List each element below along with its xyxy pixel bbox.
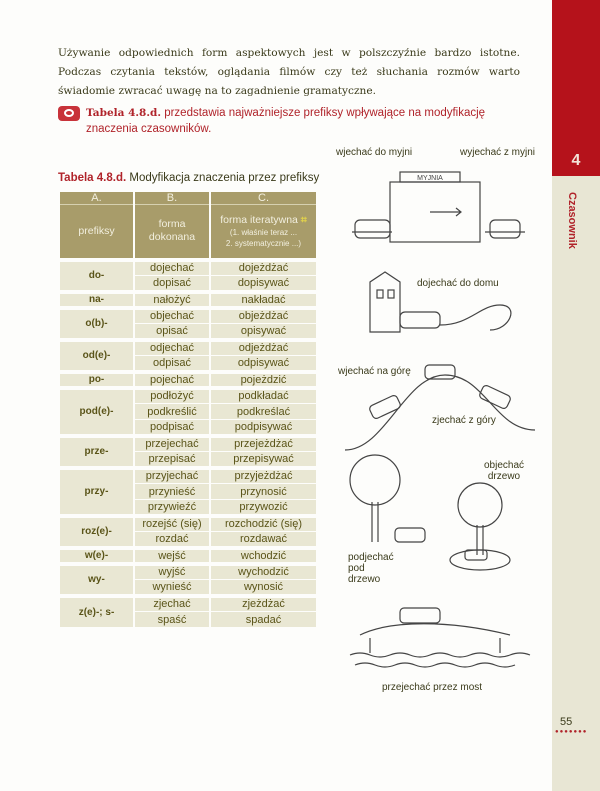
page-number: 55	[560, 716, 573, 728]
iterative-cell: zjeżdżać	[210, 596, 317, 612]
iterative-cell: nakładać	[210, 292, 317, 308]
iterative-cell: objeżdżać	[210, 308, 317, 324]
perfective-cell: przynieść	[134, 484, 210, 500]
prefix-cell: o(b)-	[59, 308, 134, 340]
perfective-cell: zjechać	[134, 596, 210, 612]
perfective-cell: wynieść	[134, 580, 210, 596]
iterative-cell: odpisywać	[210, 356, 317, 372]
note-text: przedstawia najważniejsze prefiksy wpływające na modyfikację znaczenia czasowników.	[86, 107, 486, 135]
caption-under-tree: podjechać pod drzewo	[348, 552, 394, 585]
iterative-cell: rozdawać	[210, 532, 317, 548]
table-row	[59, 436, 317, 452]
prefix-cell: prze-	[59, 436, 134, 468]
perfective-cell: przyjechać	[134, 468, 210, 484]
header-b-line2: dokonana	[148, 231, 196, 244]
chapter-sidebar	[552, 0, 600, 791]
iterative-cell: przepisywać	[210, 452, 317, 468]
perfective-cell: przepisać	[134, 452, 210, 468]
iterative-cell: podkładać	[210, 388, 317, 404]
caption-downhill: zjechać z góry	[432, 415, 496, 426]
hill-illustration	[345, 365, 535, 450]
prefix-cell: wy-	[59, 564, 134, 596]
header-iterative	[210, 205, 317, 260]
table-row	[59, 388, 317, 404]
header-b-line1: forma	[158, 218, 186, 231]
perfective-cell: odjechać	[134, 340, 210, 356]
iterative-cell: rozchodzić (się)	[210, 516, 317, 532]
chapter-title: Czasownik	[566, 192, 578, 249]
trees-illustration	[350, 455, 510, 570]
iterative-cell: wchodzić	[210, 548, 317, 564]
perfective-cell: rozdać	[134, 532, 210, 548]
iterative-cell: przejeżdżać	[210, 436, 317, 452]
intro-paragraph: Używanie odpowiednich form aspektowych jest w polszczyźnie bardzo istotne. Podczas czytania tekstów, oglądania filmów czy też słuchania rozmów warto świadomie zwracać uwagę na to zagadnienie gramatyczne.	[58, 47, 520, 97]
hash-icon: ⌗	[300, 213, 307, 226]
caption-around-tree: objechać drzewo	[484, 460, 525, 482]
perfective-cell: spaść	[134, 612, 210, 628]
iterative-cell: odjeżdżać	[210, 340, 317, 356]
decorative-dots: ●●●●●●●	[555, 729, 588, 735]
eye-icon	[58, 106, 80, 121]
iterative-cell: opisywać	[210, 324, 317, 340]
prefix-cell: od(e)-	[59, 340, 134, 372]
caption-wash-out: wyjechać z myjni	[460, 147, 536, 158]
prefix-cell: do-	[59, 260, 134, 292]
caption-home: dojechać do domu	[417, 278, 499, 289]
table-row	[59, 308, 317, 324]
col-letter-c: C.	[210, 192, 317, 205]
perfective-cell: przejechać	[134, 436, 210, 452]
header-c-title: forma iteratywna	[220, 213, 298, 226]
perfective-cell: nałożyć	[134, 292, 210, 308]
table-row	[59, 372, 317, 388]
iterative-cell: spadać	[210, 612, 317, 628]
header-perfective	[134, 205, 210, 260]
prefix-cell: z(e)-; s-	[59, 596, 134, 628]
note-ref: Tabela 4.8.d.	[86, 107, 162, 119]
iterative-cell: wynosić	[210, 580, 317, 596]
header-c-note1: (1. właśnie teraz ...	[229, 227, 298, 237]
note-callout	[58, 105, 528, 137]
iterative-cell: wychodzić	[210, 564, 317, 580]
table-row	[59, 260, 317, 276]
prefix-cell: roz(e)-	[59, 516, 134, 548]
iterative-cell: dojeżdżać	[210, 260, 317, 276]
table-row	[59, 596, 317, 612]
iterative-cell: podpisywać	[210, 420, 317, 436]
caption-uphill: wjechać na górę	[338, 366, 411, 377]
wash-sign: MYJNIA	[417, 175, 443, 182]
perfective-cell: pojechać	[134, 372, 210, 388]
perfective-cell: odpisać	[134, 356, 210, 372]
chapter-tab	[552, 0, 600, 176]
chapter-number: 4	[571, 152, 581, 169]
table-row	[59, 292, 317, 308]
table-row	[59, 548, 317, 564]
table-title	[58, 172, 319, 184]
caption-wash-in: wjechać do myjni	[336, 147, 413, 158]
perfective-cell: przywieźć	[134, 500, 210, 516]
col-letter-b: B.	[134, 192, 210, 205]
prefix-cell: w(e)-	[59, 548, 134, 564]
iterative-cell: przywozić	[210, 500, 317, 516]
bridge-illustration	[350, 608, 530, 667]
prefix-cell: po-	[59, 372, 134, 388]
table-title-text: Modyfikacja znaczenia przez prefiksy	[126, 172, 320, 184]
prefix-cell: na-	[59, 292, 134, 308]
illustrations	[330, 160, 545, 680]
car-wash-illustration	[352, 172, 525, 242]
perfective-cell: rozejść (się)	[134, 516, 210, 532]
col-letter-a: A.	[59, 192, 134, 205]
perfective-cell: objechać	[134, 308, 210, 324]
header-c-note2: 2. systematycznie ...)	[225, 238, 302, 248]
header-prefix: prefiksy	[59, 205, 134, 260]
caption-bridge: przejechać przez most	[382, 682, 483, 693]
iterative-cell: pojeżdzić	[210, 372, 317, 388]
table-row	[59, 468, 317, 484]
perfective-cell: opisać	[134, 324, 210, 340]
iterative-cell: podkreślać	[210, 404, 317, 420]
table-row	[59, 516, 317, 532]
prefix-cell: przy-	[59, 468, 134, 516]
perfective-cell: podłożyć	[134, 388, 210, 404]
perfective-cell: dopisać	[134, 276, 210, 292]
table-title-ref: Tabela 4.8.d.	[58, 172, 127, 184]
iterative-cell: przyjeżdżać	[210, 468, 317, 484]
table-row	[59, 564, 317, 580]
prefix-table	[58, 192, 318, 628]
house-illustration	[370, 272, 511, 332]
iterative-cell: dopisywać	[210, 276, 317, 292]
table-row	[59, 340, 317, 356]
perfective-cell: wyjść	[134, 564, 210, 580]
prefix-cell: pod(e)-	[59, 388, 134, 436]
perfective-cell: dojechać	[134, 260, 210, 276]
perfective-cell: podpisać	[134, 420, 210, 436]
iterative-cell: przynosić	[210, 484, 317, 500]
perfective-cell: podkreślić	[134, 404, 210, 420]
perfective-cell: wejść	[134, 548, 210, 564]
